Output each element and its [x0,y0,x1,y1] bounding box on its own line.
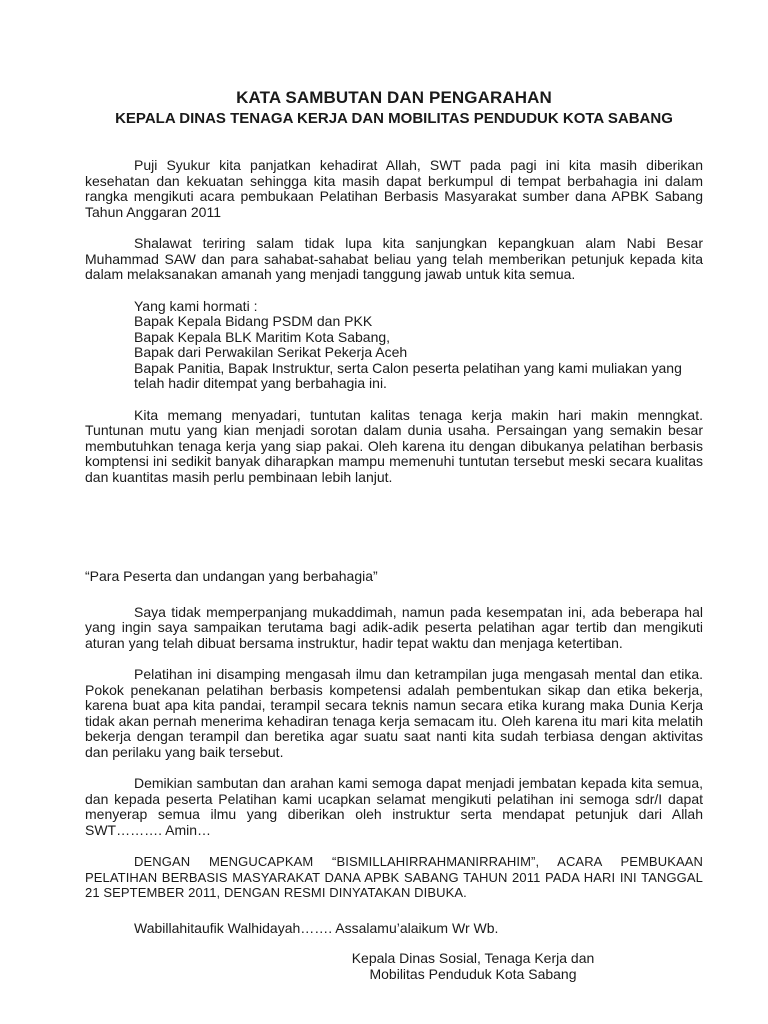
document-subtitle: KEPALA DINAS TENAGA KERJA DAN MOBILITAS PENDUDUK KOTA SABANG [115,110,673,127]
greeting-item: Bapak Kepala BLK Maritim Kota Sabang, [134,328,391,345]
paragraph-mukaddimah: Saya tidak memperpanjang mukaddimah, namun pada kesempatan ini, ada beberapa hal yang ingin saya sampaikan terutama bagi adik-adik peserta pelatihan agar tertib dan mengikuti aturan yang telah dibuat bersama instruktur, hadir tepat waktu dan menjaga ketertiban. [85,603,703,651]
document-content [0,88,768,982]
closing-salutation: Wabillahitaufik Walhidayah……. Assalamu’alaikum Wr Wb. [134,919,499,936]
paragraph-pelatihan: Pelatihan ini disamping mengasah ilmu dan ketrampilan juga mengasah mental dan etika. Pokok penekanan pelatihan berbasis kompetensi adalah pembentukan sikap dan etika bekerja, karena buat apa kita pandai, terampil secara teknis namun secara etika kurang maka Dunia Kerja tidak akan pernah menerima kehadiran tenaga kerja semacam itu. Oleh karena itu mari kita melatih bekerja dengan terampil dan beretika agar suatu saat nanti kita sudah terbiasa dengan aktivitas dan perilaku yang baik tersebut. [85,666,703,760]
paragraph-opening: Puji Syukur kita panjatkan kehadirat Allah, SWT pada pagi ini kita masih diberikan kesehatan dan kekuatan sehingga kita masih dapat berkumpul di tempat berbahagia ini dalam rangka mengikuti acara pembukaan Pelatihan Berbasis Masyarakat sumber dana APBK Sabang Tahun Anggaran 2011 [85,157,703,220]
paragraph-shalawat: Shalawat teriring salam tidak lupa kita sanjungkan kepangkuan alam Nabi Besar Muhammad SAW dan para sahabat-sahabat beliau yang telah memberikan petunjuk kepada kita dalam melaksanakan amanah yang menjadi tanggung jawab untuk kita semua. [85,235,703,282]
paragraph-pembukaan: DENGAN MENGUCAPKAM “BISMILLAHIRRAHMANIRRAHIM”, ACARA PEMBUKAAN PELATIHAN BERBASIS MASYARAKAT DANA APBK SABANG TAHUN 2011 PADA HARI INI TANGGAL 21 SEPTEMBER 2011, DENGAN RESMI DINYATAKAN DIBUKA. [85,854,703,900]
paragraph-demikian: Demikian sambutan dan arahan kami semoga dapat menjadi jembatan kepada kita semua, dan kepada peserta Pelatihan kami ucapkan selamat mengikuti pelatihan ini semoga sdr/I dapat menyerap semua ilmu yang diberikan oleh instruktur serta mendapat petunjuk dari Allah SWT………. Amin… [85,775,703,838]
signature-title-line2: Mobilitas Penduduk Kota Sabang [369,965,577,982]
greeting-item: Bapak Panitia, Bapak Instruktur, serta Calon peserta pelatihan yang kami muliakan yang telah hadir ditempat yang berbahagia ini. [134,359,682,391]
greeting-item: Bapak dari Perwakilan Serikat Pekerja Aceh [134,344,408,360]
paragraph-kualitas: Kita memang menyadari, tuntutan kalitas tenaga kerja makin hari makin menngkat. Tuntunan mutu yang kian menjadi sorotan dalam dunia usaha. Persaingan yang semakin besar membutuhkan tenaga kerja yang siap pakai. Oleh karena itu dengan dibukanya pelatihan berbasis komptensi ini sedikit banyak diharapkan mampu memenuhi tuntutan tersebut meski secara kualitas dan kuantitas masih perlu pembinaan lebih lanjut. [85,406,703,485]
document-title: KATA SAMBUTAN DAN PENGARAHAN [236,88,552,107]
greeting-item: Bapak Kepala Bidang PSDM dan PKK [134,313,373,329]
audience-quote: “Para Peserta dan undangan yang berbahagia” [85,568,378,584]
greeting-heading: Yang kami hormati : [134,297,258,314]
greeting-list [85,299,703,392]
signature-block [318,951,628,982]
signature-title-line1: Kepala Dinas Sosial, Tenaga Kerja dan [351,950,595,966]
